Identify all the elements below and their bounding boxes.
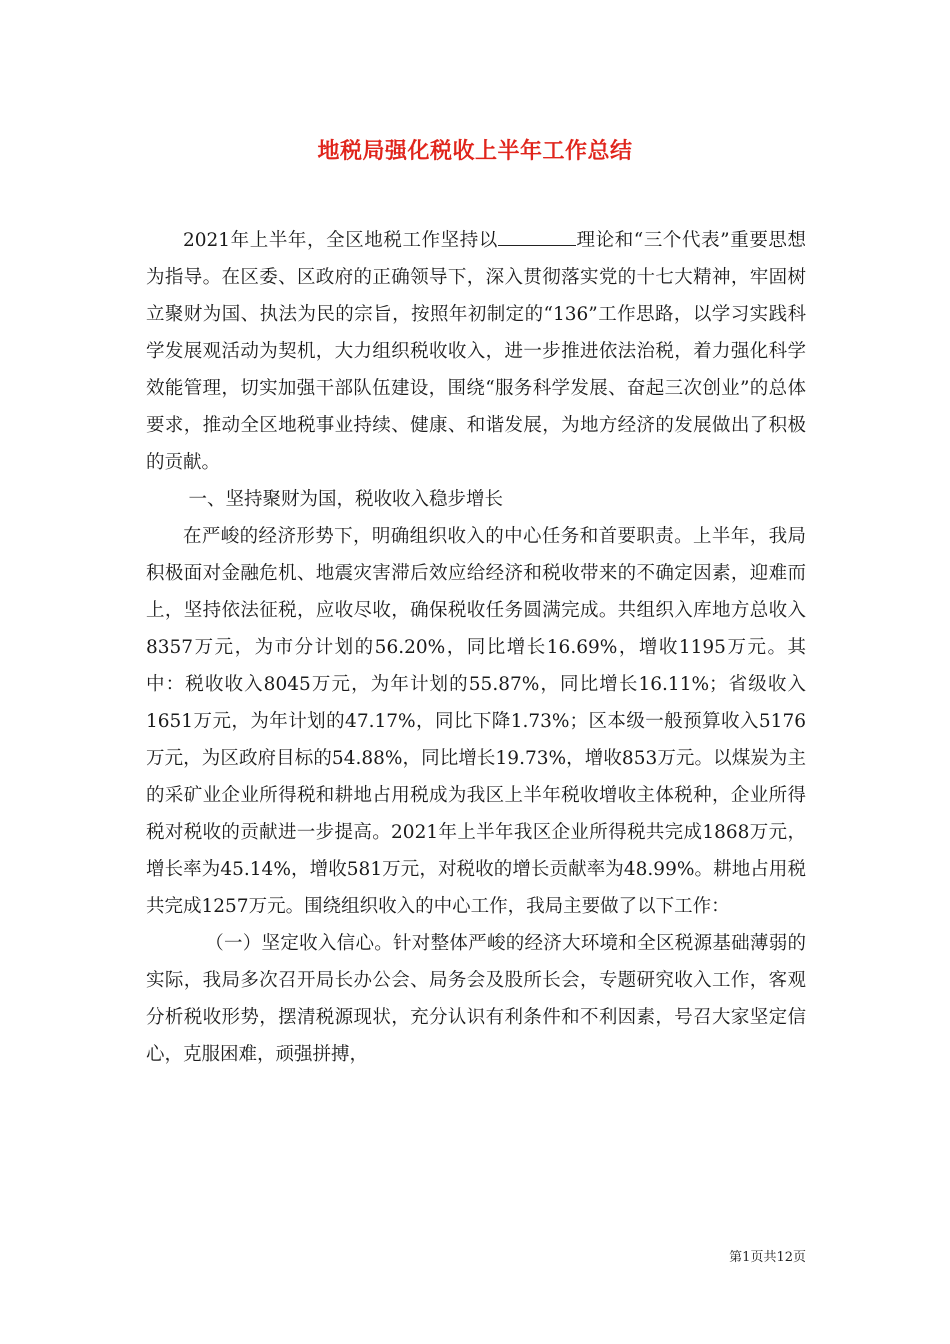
section-heading-1: 一、坚持聚财为国，税收收入稳步增长 [188, 489, 504, 510]
intro-text-after-blank: 理论和“三个代表”重要思想为指导。在区委、区政府的正确领导下，深入贯彻落实党的十七大精神，牢固树立聚财为国、执法为民的宗旨，按照年初制定的“136”工作思路，以学习实践科学发展观活动为契机，大力组织税收收入，进一步推进依法治税，着力强化科学效能管理，切实加强干部队伍建设，围绕“服务科学发展、奋起三次创业”的总体要求，推动全区地税事业持续、健康、和谐发展，为地方经济的发展做出了积极的贡献。 [146, 230, 806, 473]
page-number: 第1页共12页 [729, 1250, 806, 1265]
fill-in-blank [498, 227, 576, 246]
intro-paragraph [146, 222, 806, 481]
intro-text-before-blank: 2021年上半年，全区地税工作坚持以 [183, 230, 498, 251]
section-1-paragraph: 在严峻的经济形势下，明确组织收入的中心任务和首要职责。上半年，我局积极面对金融危机、地震灾害滞后效应给经济和税收带来的不确定因素，迎难而上，坚持依法征税，应收尽收，确保税收任务圆满完成。共组织入库地方总收入8357万元，为市分计划的56.20%，同比增长16.69%，增收1195万元。其中：税收收入8045万元，为年计划的55.87%，同比增长16.11%；省级收入1651万元，为年计划的47.17%，同比下降1.73%；区本级一般预算收入5176万元，为区政府目标的54.88%，同比增长19.73%，增收853万元。以煤炭为主的采矿业企业所得税和耕地占用税成为我区上半年税收增收主体税种，企业所得税对税收的贡献进一步提高。2021年上半年我区企业所得税共完成1868万元，增长率为45.14%，增收581万元，对税收的增长贡献率为48.99%。耕地占用税共完成1257万元。围绕组织收入的中心工作，我局主要做了以下工作： [146, 526, 806, 917]
subsection-1-paragraph: （一）坚定收入信心。针对整体严峻的经济大环境和全区税源基础薄弱的实际，我局多次召开局长办公会、局务会及股所长会，专题研究收入工作，客观分析税收形势，摆清税源现状，充分认识有利条件和不利因素，号召大家坚定信心，克服困难，顽强拼搏， [146, 933, 806, 1065]
document-title: 地税局强化税收上半年工作总结 [317, 139, 633, 164]
document-body [146, 222, 806, 1073]
